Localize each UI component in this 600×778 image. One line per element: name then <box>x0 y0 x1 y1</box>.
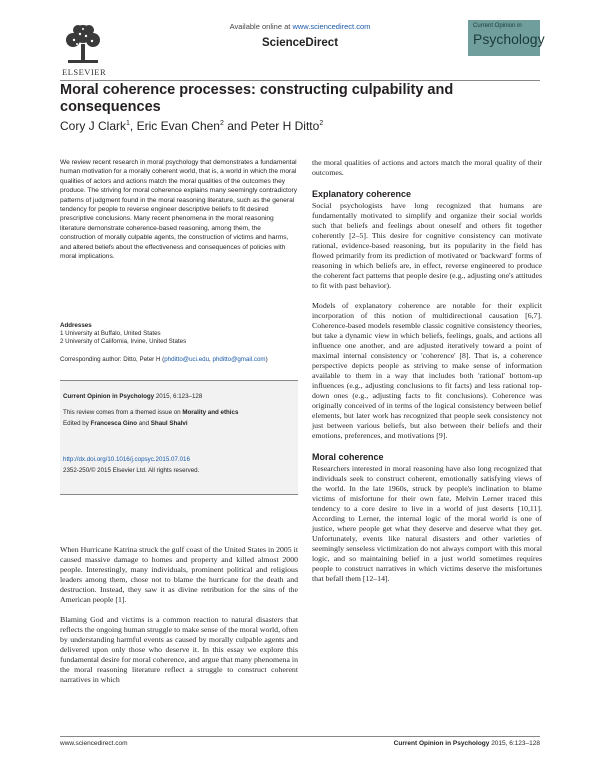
body-paragraph: Researchers interested in moral reasoning have also long recognized that individuals seek to construct coherent, emotionally satisfying views of the world. In the late 1960s, struck by people's inclination to blame victims of misfortune for their own fate, Melvin Lerner traced this tendency to a core desire to live in a world of just deserts [10,11]. According to Lerner, the internal logic of the moral world is one of justice, where people get what they deserve and deserve what they get. Unfortunately, events like natural disasters and other varieties of seemingly senseless victimization do not always comport with this moral logic, and so maintaining belief in a just world sometimes requires people to construct narratives in which victims deserve the misfortunes that befall them [12–14]. <box>312 464 542 583</box>
author-affiliation: 2 <box>319 120 324 127</box>
author-name: Cory J Clark <box>60 119 127 133</box>
footer-divider <box>60 736 540 737</box>
addresses <box>60 322 298 346</box>
edited-prefix: Edited by <box>63 420 89 427</box>
corresp-text: Corresponding author: Ditto, Peter H ( <box>60 356 165 363</box>
editor-separator: and <box>138 420 150 427</box>
author-name: Peter H Ditto <box>250 119 320 133</box>
journal-citation-name: Current Opinion in Psychology <box>63 393 155 400</box>
abstract: We review recent research in moral psychology that demonstrates a fundamental human motivation for a morally coherent world, that is, a world in which the moral qualities of actors and actions match the moral qualities of the outcomes they produce. The striving for moral coherence explains many seemingly contradictory patterns of judgment found in the moral reasoning literature, such as the general tendency for people to reverse engineer descriptive beliefs to fit desired prescriptive conclusions. Many recent phenomena in the moral reasoning literature demonstrate coherence-based reasoning, among them, the construction of morally culpable agents, the construction of victims and harms, and altered beliefs about the effectiveness and consequences of policies with moral implications. <box>60 159 297 261</box>
editor-name: Shaul Shalvi <box>150 420 188 427</box>
body-paragraph: Models of explanatory coherence are notable for their explicit incorporation of this notion of multidirectional causation [6,7]. Coherence-based models resemble classic cognitive consistency theories, but take a dynamic view in which beliefs, feelings, goals, and actions all influence one another, and are adjusted iteratively toward a point of maximal internal consistency or 'coherence' [8]. That is, a coherence perspective depicts people as striving to make sense of information available to them in a way that includes both 'rational' bottom-up influences (e.g., adjusting conclusions to fit facts) and less rational top-down ones (e.g., adjusting facts to fit conclusions). Coherence was originally conceived of in terms of the logical consistency between belief elements, but later work has recognized that people seek consistency not just between various beliefs, but also between their beliefs and their emotions, preferences, and motivations [9]. <box>312 301 542 440</box>
sciencedirect-link[interactable]: www.sciencedirect.com <box>292 22 371 31</box>
journal-name-big: Psychology <box>473 31 545 47</box>
copyright: 2352-250/© 2015 Elsevier Ltd. All rights reserved. <box>63 467 200 474</box>
article-info-box <box>60 380 298 495</box>
footer-url[interactable]: www.sciencedirect.com <box>60 740 128 747</box>
sciencedirect-title: ScienceDirect <box>261 37 339 49</box>
author-affiliation: 2 <box>219 120 224 127</box>
citation-row <box>63 393 295 401</box>
body-paragraph: Blaming God and victims is a common reaction to natural disasters that reflects the ongoing human struggle to make sense of the moral world, often by understanding harmful events as caused by morally culpable agents and delivered upon only those who deserve it. In this essay we explore this fundamental desire for moral coherence, and argue that many phenomena in the moral reasoning literature reflect a struggle to construct coherent narratives in which <box>60 615 298 684</box>
author-separator: , <box>129 119 134 133</box>
address-line: 2 University of California, Irvine, United States <box>60 338 187 345</box>
author-affiliation: 1 <box>126 120 130 127</box>
addresses-label: Addresses <box>60 322 92 329</box>
email-link[interactable]: phditto@uci.edu <box>164 356 210 363</box>
journal-name-small: Current Opinion in <box>473 23 522 29</box>
email-link[interactable]: phditto@gmail.com <box>212 356 266 363</box>
body-left-column <box>60 545 298 695</box>
email-separator: , <box>209 356 211 363</box>
footer-citation <box>394 740 540 747</box>
themed-issue-row <box>63 409 295 417</box>
article-title: Moral coherence processes: constructing culpability and consequences <box>60 82 454 115</box>
doi-link[interactable]: http://dx.doi.org/10.1016/j.copsyc.2015.07.016 <box>63 456 190 463</box>
author-separator: and <box>227 119 248 133</box>
journal-citation: 2015, 6:123–128 <box>155 393 203 400</box>
body-paragraph: Social psychologists have long recognized that humans are fundamentally motivated to simplify and organize their social worlds such that beliefs and feelings about oneself and others fit together coherently [2–5]. This desire for cognitive consistency can motivate rational, evidence-based reasoning, but its popularity in the field has flowed primarily from its prediction of motivated or 'backward' forms of reasoning in which beliefs are, in effect, reverse engineered to produce the coherent fact patterns that people desire (e.g., adjusting one's attitudes to fit with past behavior). <box>312 201 542 290</box>
available-prefix: Available online at <box>229 22 291 31</box>
editors-row <box>63 420 295 428</box>
journal-cover-box <box>468 20 545 56</box>
corresponding-author <box>60 356 298 364</box>
body-paragraph: When Hurricane Katrina struck the gulf coast of the United States in 2005 it caused massive damage to homes and property and killed almost 2000 people. Interestingly, many individuals, prominent political and religious leaders among them, chose not to blame the hurricane for the death and destruction. Instead, they saw it as divine retribution for the sins of the American people [1]. <box>60 545 298 604</box>
footer-journal: Current Opinion in Psychology <box>393 740 490 747</box>
author-name: Eric Evan Chen <box>136 119 220 133</box>
issue-theme: Morality and ethics <box>182 409 239 416</box>
editor-name: Francesca Gino <box>90 420 137 427</box>
footer-citation-text: 2015, 6:123–128 <box>491 740 540 747</box>
address-line: 1 University at Buffalo, United States <box>60 330 161 337</box>
elsevier-wordmark: ELSEVIER <box>62 67 107 77</box>
body-right-column <box>312 158 542 594</box>
author-list <box>60 116 540 134</box>
header-divider <box>60 80 540 81</box>
body-paragraph: the moral qualities of actions and actors match the moral quality of their outcomes. <box>312 158 542 177</box>
issue-prefix: This review comes from a themed issue on <box>63 409 181 416</box>
section-heading: Moral coherence <box>312 452 384 462</box>
section-heading: Explanatory coherence <box>312 189 412 199</box>
page-header <box>60 18 545 82</box>
corresp-close: ) <box>265 356 268 363</box>
